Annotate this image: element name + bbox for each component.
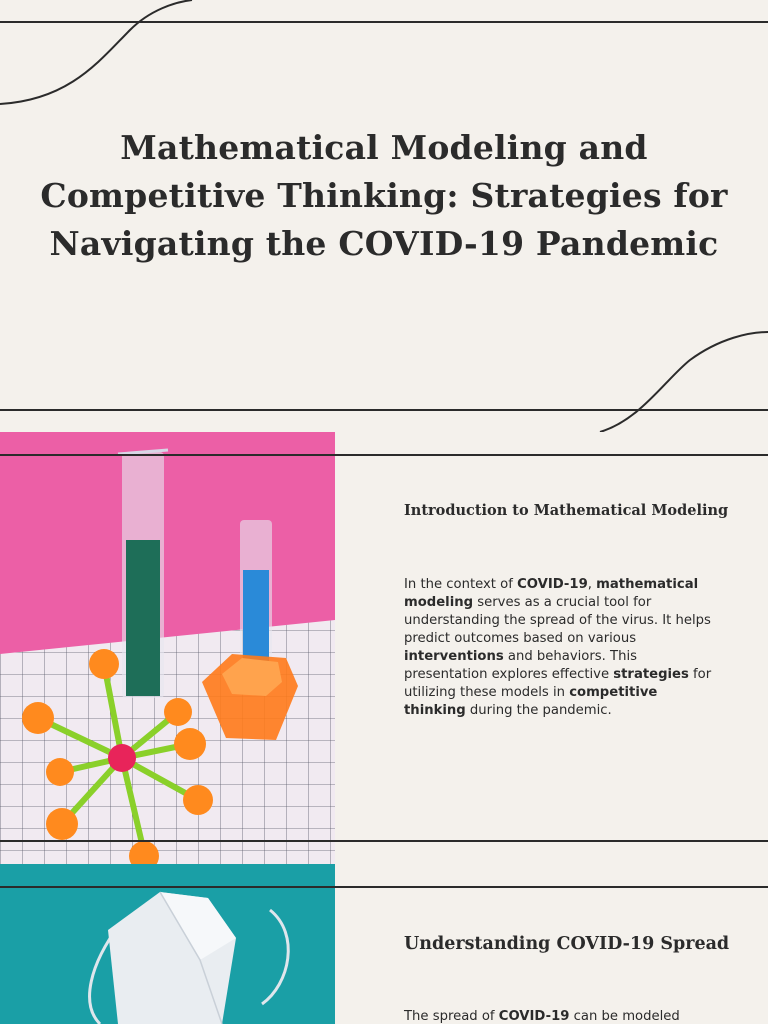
title-slide (0, 0, 768, 432)
section-heading: Understanding COVID-19 Spread (404, 934, 730, 954)
top-rule (0, 21, 768, 23)
section-body: The spread of COVID-19 can be modeled (404, 1009, 680, 1024)
section-heading: Introduction to Mathematical Modeling (404, 502, 729, 519)
emphasis: competitive thinking (404, 685, 658, 718)
spread-slide (0, 864, 768, 1024)
top-rule (0, 454, 768, 456)
emphasis: interventions (404, 649, 504, 664)
bottom-rule (0, 409, 768, 411)
intro-slide (0, 432, 768, 864)
emphasis: strategies (613, 667, 689, 682)
page-title: Mathematical Modeling and Competitive Thinking: Strategies for Navigating the COVID-19 Pandemic (40, 128, 728, 263)
emphasis: mathematical modeling (404, 577, 699, 610)
lab-equipment-photo (0, 432, 335, 864)
emphasis: COVID-19 (498, 1009, 570, 1024)
face-mask-photo (0, 864, 335, 1024)
emphasis: COVID-19 (517, 577, 588, 592)
top-rule (0, 886, 768, 888)
section-body: In the context of COVID-19, mathematical modeling serves as a crucial tool for understanding the spread of the virus. It helps predict outcomes based on various interventions and behaviors. This presentation explores effective strategies for utilizing these models in competitive thinking during the pandemic. (404, 577, 712, 718)
bottom-rule (0, 840, 768, 842)
